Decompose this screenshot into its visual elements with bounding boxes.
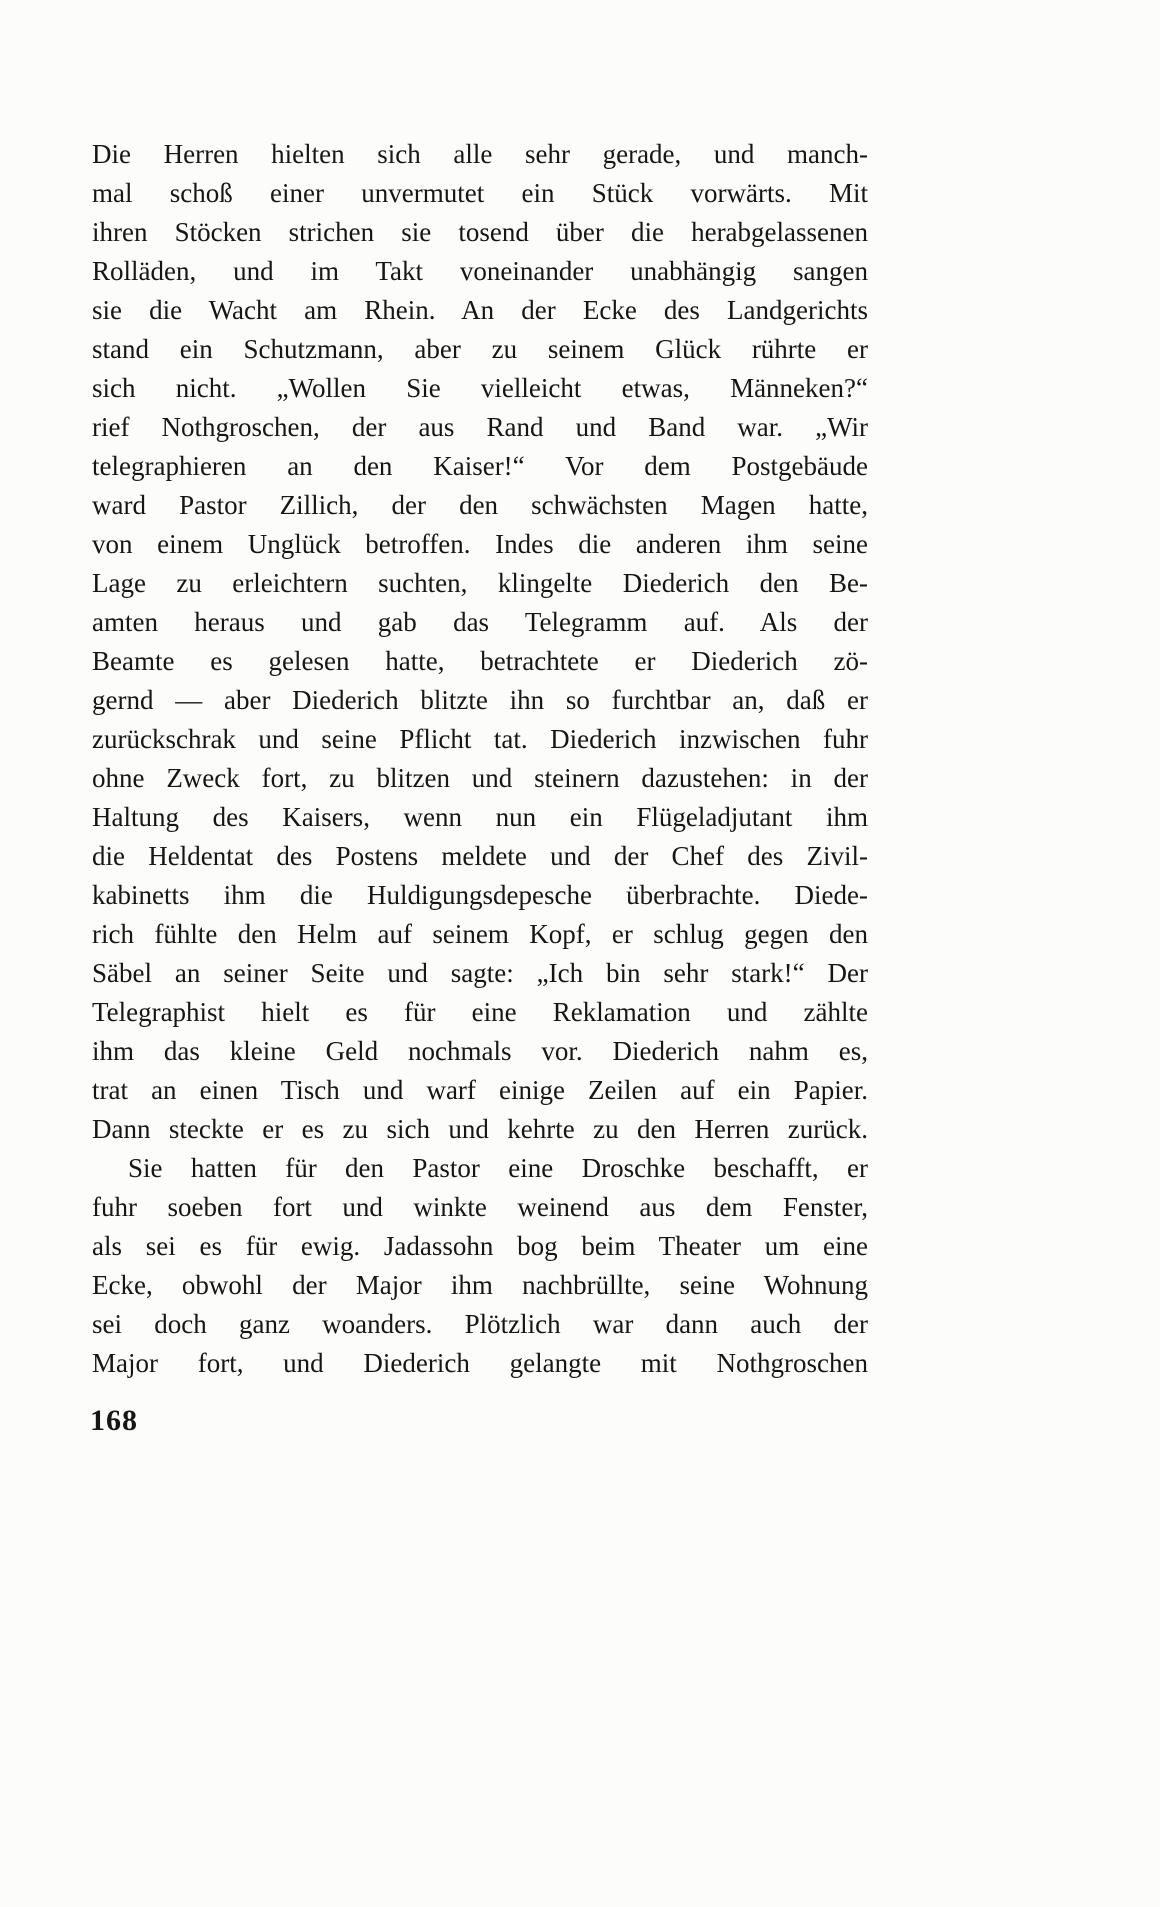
- text-line: Lage zu erleichtern suchten, klingelte Diederich den Be-: [92, 568, 868, 598]
- text-line: stand ein Schutzmann, aber zu seinem Glück rührte er: [92, 334, 868, 364]
- text-line: zurückschrak und seine Pflicht tat. Diederich inzwischen fuhr: [92, 724, 868, 754]
- text-line: amten heraus und gab das Telegramm auf. Als der: [92, 607, 868, 637]
- text-line: von einem Unglück betroffen. Indes die anderen ihm seine: [92, 529, 868, 559]
- paragraph-start-line: Sie hatten für den Pastor eine Droschke beschafft, er: [128, 1153, 868, 1183]
- text-line: ohne Zweck fort, zu blitzen und steinern dazustehen: in der: [92, 763, 868, 793]
- text-line: ward Pastor Zillich, der den schwächsten Magen hatte,: [92, 490, 868, 520]
- text-line: Beamte es gelesen hatte, betrachtete er Diederich zö-: [92, 646, 868, 676]
- text-line: Dann steckte er es zu sich und kehrte zu den Herren zurück.: [92, 1114, 868, 1144]
- text-line: rich fühlte den Helm auf seinem Kopf, er schlug gegen den: [92, 919, 868, 949]
- text-line: kabinetts ihm die Huldigungsdepesche überbrachte. Diede-: [92, 880, 868, 910]
- text-line: sie die Wacht am Rhein. An der Ecke des Landgerichts: [92, 295, 868, 325]
- text-line: Säbel an seiner Seite und sagte: „Ich bin sehr stark!“ Der: [92, 958, 868, 988]
- text-line: Haltung des Kaisers, wenn nun ein Flügeladjutant ihm: [92, 802, 868, 832]
- body-text: [92, 135, 868, 1383]
- text-line: die Heldentat des Postens meldete und der Chef des Zivil-: [92, 841, 868, 871]
- page-number: 168: [90, 1404, 138, 1437]
- text-line: ihm das kleine Geld nochmals vor. Diederich nahm es,: [92, 1036, 868, 1066]
- text-line: als sei es für ewig. Jadassohn bog beim Theater um eine: [92, 1231, 868, 1261]
- text-line: telegraphieren an den Kaiser!“ Vor dem Postgebäude: [92, 451, 868, 481]
- text-line: ihren Stöcken strichen sie tosend über die herabgelassenen: [92, 217, 868, 247]
- text-line: fuhr soeben fort und winkte weinend aus dem Fenster,: [92, 1192, 868, 1222]
- text-line: sei doch ganz woanders. Plötzlich war dann auch der: [92, 1309, 868, 1339]
- text-line: Die Herren hielten sich alle sehr gerade, und manch-: [92, 139, 868, 169]
- text-line: Rolläden, und im Takt voneinander unabhängig sangen: [92, 256, 868, 286]
- text-line: gernd — aber Diederich blitzte ihn so furchtbar an, daß er: [92, 685, 868, 715]
- text-line: Ecke, obwohl der Major ihm nachbrüllte, seine Wohnung: [92, 1270, 868, 1300]
- text-line: sich nicht. „Wollen Sie vielleicht etwas, Männeken?“: [92, 373, 868, 403]
- text-line: rief Nothgroschen, der aus Rand und Band war. „Wir: [92, 412, 868, 442]
- text-line: Major fort, und Diederich gelangte mit Nothgroschen: [92, 1348, 868, 1378]
- text-line: trat an einen Tisch und warf einige Zeilen auf ein Papier.: [92, 1075, 868, 1105]
- text-line: mal schoß einer unvermutet ein Stück vorwärts. Mit: [92, 178, 868, 208]
- text-line: Telegraphist hielt es für eine Reklamation und zählte: [92, 997, 868, 1027]
